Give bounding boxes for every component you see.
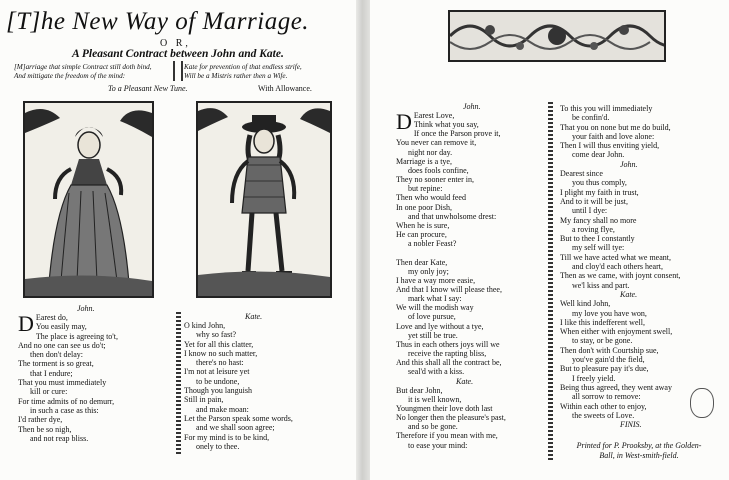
verse-line [560,206,680,215]
verse-line [396,138,506,147]
stanza-kate-1 [184,321,293,451]
verse-line [184,340,293,349]
verse-line [396,212,506,221]
verse-text: come dear John. [572,150,625,160]
floral-ornament-icon [450,12,664,60]
verse-text: The torment is so great, [18,359,94,369]
verse-line [184,414,293,423]
verse-text: But to thee I constantly [560,234,635,244]
verse-line [396,239,506,248]
verse-text: You never can remove it, [396,138,477,148]
verse-line [560,318,680,327]
verse-text: That you on none but me do build, [560,122,671,132]
verse-line [396,175,506,184]
verse-line [560,188,680,197]
woman-woodcut [23,101,154,298]
tune-line: To a Pleasant New Tune. [108,84,188,93]
verse-text: does fools confine, [408,165,469,175]
verse-line [560,281,680,290]
verse-text: They no sooner enter in, [396,175,474,185]
verse-text: Then as we came, with joynt consent, [560,271,681,281]
verse-text: Kate. [456,376,474,386]
verse-line [560,392,680,401]
verse-line [560,104,680,113]
verse-line [184,349,293,358]
verse-text: Thus in each others joys will we [396,339,500,349]
verse-line [560,309,680,318]
verse-line [560,141,680,150]
verse-text: Therefore if you mean with me, [396,431,498,441]
verse-line [18,359,114,368]
verse-line [184,321,293,330]
verse-line [560,383,680,392]
verse-line [396,258,506,267]
verse-text: and not reap bliss. [30,433,89,443]
verse-line [560,113,680,122]
verse-text: all sorrow to remove: [572,392,641,402]
verse-line [396,331,506,340]
verse-text: Earest do, [35,313,68,322]
verse-text: Within each other to enjoy, [560,401,647,411]
verse-line [396,148,506,157]
man-figure-icon [198,103,330,296]
verse-text: Let the Parson speak some words, [184,413,293,423]
verse-text: you thus comply, [572,178,627,188]
verse-line [184,433,293,442]
ballad-title: [T]he New Way of Marriage. [6,8,310,35]
verse-line [396,276,506,285]
verse-text: No longer then the pleasure's past, [396,413,506,423]
verse-line [396,404,506,413]
verse-line [560,197,680,206]
verse-text: we'l kiss and part. [572,280,630,290]
verse-text: If once the Parson prove it, [413,129,501,139]
verse-text: there's no hast: [196,358,244,368]
verse-line [18,397,114,406]
verse-line [396,230,506,239]
verse-line [396,386,506,395]
verse-text: For time admits of no demurr, [18,396,115,406]
verse-text: that I endure; [30,368,73,378]
verse-line [184,358,293,367]
speaker-john-1: John. [77,304,95,313]
imprint-line-1: Printed for P. Prooksby, at the Golden- [576,441,702,450]
verse-line [184,377,293,386]
verse-text: and cloy'd each others heart, [572,262,663,272]
verse-text: When he is sure, [396,220,450,230]
verse-text: You easily may, [35,322,87,332]
speaker-john-2: John. [463,102,481,111]
verse-text: Though you languish [184,386,252,396]
verse-text: I'm not at leisure yet [184,367,250,377]
verse-line [560,364,680,373]
allowance-line: With Allowance. [258,84,312,93]
verse-line [18,341,114,350]
verse-text: Then don't with Courtship sue, [560,345,659,355]
verse-text: but repine: [408,184,443,194]
verse-line [560,169,680,178]
verse-line [18,434,114,443]
woman-figure-icon [25,103,152,296]
verse-line [560,374,680,383]
verse-text: And to it will be just, [560,196,628,206]
verse-line [184,395,293,404]
verse-text: Earest Love, [413,111,455,120]
verse-text: When either with enjoyment swell, [560,327,673,337]
verse-text: Then who would feed [396,193,466,203]
verse-text: a nobler Feast? [408,239,457,249]
stanza-john-1 [18,311,118,443]
prologue-verse-left-1: [M]arriage that simple Contract still doth bind, [14,63,152,71]
verse-line [396,294,506,303]
speaker-label [560,290,680,299]
verse-line [560,355,680,364]
verse-text: Marriage is a tye, [396,156,452,166]
verse-text: receive the rapting bliss, [408,349,487,359]
verse-line [560,262,680,271]
verse-line [18,350,114,359]
verse-text: I freely yield. [572,373,616,383]
verse-line [396,441,506,450]
verse-line [18,387,114,396]
verse-text: FINIS. [620,420,642,430]
verse-line [396,285,506,294]
verse-line [396,221,506,230]
verse-line [560,402,680,411]
verse-text: seal'd with a kiss. [408,367,465,377]
column-rule-right [548,102,553,462]
verse-line [184,442,293,451]
verse-text: be confin'd. [572,113,610,123]
verse-line [396,312,506,321]
speaker-label [560,160,680,169]
stanza-john-2 [396,111,506,450]
verse-line [396,248,506,257]
stanza-john-kate-2 [560,104,680,429]
verse-text: night nor day. [408,147,453,157]
prologue-verse-right-2: Will be a Mistris rather then a Wife. [184,72,288,80]
verse-text: you've gain'd the field, [572,355,645,365]
verse-line [560,132,680,141]
verse-line [396,166,506,175]
verse-text: then don't delay: [30,350,83,360]
verse-line [560,346,680,355]
verse-line [18,378,114,387]
verse-line [560,327,680,336]
verse-text: That you must immediately [18,378,107,388]
verse-line [396,422,506,431]
decorative-ornament [448,10,666,62]
verse-line [396,129,506,138]
printer-imprint [555,441,723,461]
verse-text: in such a case as this: [30,405,99,415]
verse-line [396,431,506,440]
verse-text: To this you will immediately [560,104,653,113]
or-divider: O R, [160,38,191,49]
ballad-subtitle: A Pleasant Contract between John and Kate. [72,48,284,60]
verse-line [18,425,114,434]
verse-text: Think what you say, [413,120,479,130]
verse-line [560,411,680,420]
verse-text: Then dear Kate, [396,257,448,267]
verse-line [396,193,506,202]
verse-text: a roving flye, [572,224,615,234]
verse-line [184,367,293,376]
verse-text: But dear John, [396,385,443,395]
verse-text: John. [620,159,638,169]
speaker-label [560,420,680,429]
verse-line [184,386,293,395]
verse-line [18,406,114,415]
verse-line [560,216,680,225]
verse-text: Still in pain, [184,395,224,405]
verse-text: I like this indefferent well, [560,317,645,327]
verse-text: Kate. [620,289,638,299]
verse-text: I plight my faith in trust, [560,187,639,197]
verse-text: Yet for all this clatter, [184,339,254,349]
verse-text: Youngmen their love doth last [396,404,493,413]
verse-text: to stay, or be gone. [572,336,633,346]
man-woodcut [196,101,332,298]
library-stamp-icon [690,388,714,418]
verse-text: your faith and love alone: [572,131,655,141]
verse-text: why so fast? [196,330,236,340]
verse-text: In one poor Dish, [396,202,452,212]
verse-text: yet still be true. [408,330,458,340]
verse-text: it is well known, [408,394,462,404]
verse-line [184,330,293,339]
verse-text: my only joy; [408,266,449,276]
verse-line [396,340,506,349]
verse-line [18,369,114,378]
verse-text: I'd rather dye, [18,415,63,425]
verse-text: Being thus agreed, they went away [560,382,672,392]
verse-text: He can procure, [396,230,447,240]
verse-text: The place is agreeing to't, [35,331,118,341]
speaker-label [396,377,506,386]
verse-line [560,150,680,159]
prologue-brace [173,61,183,81]
verse-line [560,123,680,132]
verse-text: I know no such matter, [184,348,258,358]
verse-text: We will the modish way [396,303,474,313]
verse-line [396,203,506,212]
verse-line [396,120,506,129]
verse-line [560,243,680,252]
verse-line [396,358,506,367]
verse-line [396,303,506,312]
verse-text: the sweets of Love. [572,410,635,420]
verse-text [396,248,398,257]
verse-line [184,423,293,432]
verse-line [396,395,506,404]
verse-line [560,234,680,243]
verse-text: and that unwholsome drest: [408,211,497,221]
verse-line [18,415,114,424]
drop-cap: D [18,311,34,336]
prologue-verse-left-2: And mittigate the freedom of the mind: [14,72,126,80]
verse-text: to be undone, [196,376,240,386]
verse-line [560,336,680,345]
verse-text: And this shall all the contract be, [396,358,502,368]
verse-text: And no one can see us do't; [18,340,106,350]
verse-text: and so be gone. [408,422,458,432]
verse-line [560,271,680,280]
prologue-verse-right-1: Kate for prevention of that endless strife, [184,63,302,71]
verse-text: Love and lye without a tye, [396,321,484,331]
verse-text: kill or cure: [30,387,68,397]
verse-line [396,367,506,376]
verse-line [560,178,680,187]
column-rule-left [176,312,181,454]
verse-line [560,225,680,234]
verse-line [560,299,680,308]
verse-line [184,405,293,414]
drop-cap: D [396,109,412,134]
verse-text: to ease your mind: [408,440,468,450]
verse-line [396,267,506,276]
verse-text: But to pleasure pay it's due, [560,364,649,374]
verse-line [396,157,506,166]
verse-text: I have a way more easie, [396,275,476,285]
page-fold [356,0,370,480]
verse-text: For my mind is to be kind, [184,432,270,442]
verse-text: my love you have won, [572,308,647,318]
verse-text: Till we have acted what we meant, [560,252,672,262]
imprint-line-2: Ball, in West-smith-field. [599,451,679,460]
verse-text: until I dye: [572,206,608,216]
verse-text: of love pursue, [408,312,456,322]
verse-text: Well kind John, [560,299,611,309]
verse-line [396,413,506,422]
verse-line [396,184,506,193]
verse-text: and we shall soon agree; [196,423,275,433]
verse-text: My fancy shall no more [560,215,637,225]
verse-text: And that I know will please thee, [396,284,502,294]
verse-text: Then be so nigh, [18,424,72,434]
verse-line [396,322,506,331]
verse-text: mark what I say: [408,294,462,304]
verse-text: Then I will thus enviting yield, [560,141,660,151]
speaker-kate-1: Kate. [245,312,263,321]
verse-text: and make moan: [196,404,249,414]
verse-line [396,349,506,358]
verse-line [560,253,680,262]
verse-text: Dearest since [560,169,603,179]
verse-text: O kind John, [184,321,226,330]
verse-text: my self will tye: [572,243,625,253]
verse-text: onely to thee. [196,441,240,451]
